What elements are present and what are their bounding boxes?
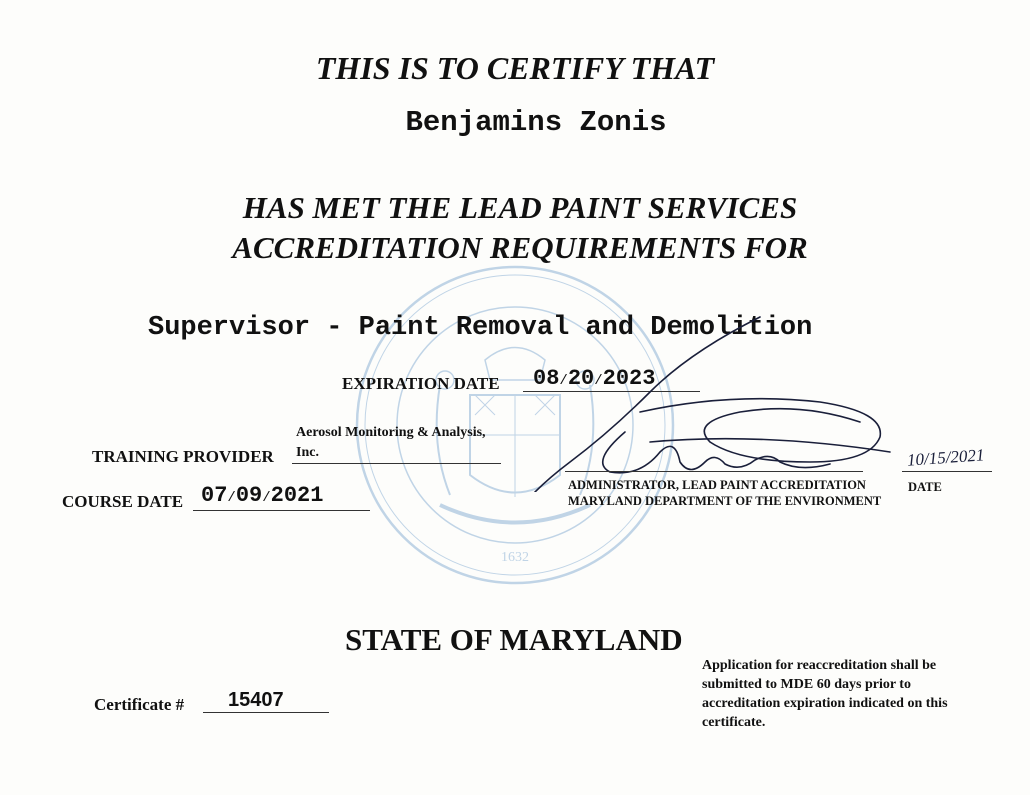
course-month: 07: [201, 483, 228, 508]
course-date-underline: [193, 510, 370, 511]
date-separator: /: [594, 373, 603, 389]
signature-underline: [565, 471, 863, 472]
expiration-month: 08: [533, 366, 560, 391]
date-separator: /: [227, 490, 236, 506]
administrator-title-line1: ADMINISTRATOR, LEAD PAINT ACCREDITATION: [568, 478, 866, 492]
notice-line: Application for reaccreditation shall be: [702, 658, 937, 673]
expiration-date-label: EXPIRATION DATE: [342, 374, 500, 393]
date-separator: /: [559, 373, 568, 389]
administrator-title-line2: MARYLAND DEPARTMENT OF THE ENVIRONMENT: [568, 494, 882, 508]
signed-date-underline: [902, 471, 992, 472]
certify-header: THIS IS TO CERTIFY THAT: [315, 50, 715, 86]
course-year: 2021: [270, 483, 324, 508]
course-date-label: COURSE DATE: [62, 492, 184, 511]
notice-line: accreditation expiration indicated on this: [702, 696, 948, 711]
discipline: Supervisor - Paint Removal and Demolition: [148, 313, 813, 343]
certificate-number-underline: [203, 712, 329, 713]
reaccreditation-notice: [702, 656, 948, 732]
signed-date-value: 10/15/2021: [906, 445, 985, 470]
training-provider-underline: [292, 463, 501, 464]
expiration-day: 20: [567, 366, 595, 391]
training-provider-line2: Inc.: [296, 445, 319, 460]
signed-date-label: DATE: [908, 480, 942, 494]
seal-year: 1632: [501, 550, 529, 565]
expiration-year: 2023: [602, 366, 656, 391]
state-name: STATE OF MARYLAND: [345, 622, 683, 657]
certificate-number-label: Certificate #: [94, 695, 185, 714]
statement-line-2: ACCREDITATION REQUIREMENTS FOR: [232, 230, 808, 265]
notice-line: certificate.: [702, 715, 766, 730]
course-day: 09: [235, 483, 263, 508]
recipient-name: Benjamins Zonis: [405, 106, 667, 139]
course-date-value: [193, 483, 323, 508]
date-separator: /: [262, 490, 271, 506]
administrator-signature: [530, 312, 900, 492]
training-provider-label: TRAINING PROVIDER: [92, 447, 274, 466]
statement-line-1: HAS MET THE LEAD PAINT SERVICES: [242, 190, 798, 225]
notice-line: submitted to MDE 60 days prior to: [702, 677, 911, 692]
training-provider-line1: Aerosol Monitoring & Analysis,: [296, 425, 486, 440]
certificate-number-value: 15407: [228, 689, 284, 711]
